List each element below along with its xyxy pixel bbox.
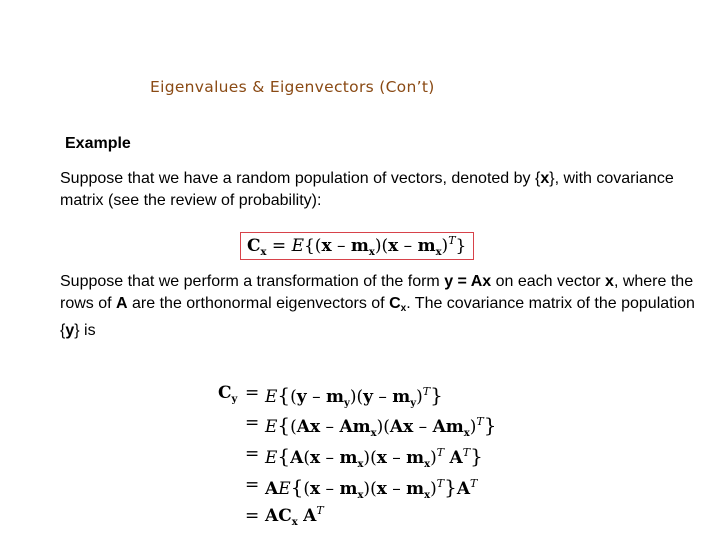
- paragraph-population: Suppose that we have a random population of vectors, denoted by {x}, with covariance matrix (see the review of probability):: [60, 170, 674, 209]
- derivation-rhs: $E\{A(x - m_x)(x - m_x)^T$ $A^T$}: [265, 444, 483, 470]
- covariance-definition-equation: $C_x = E\{(x - m_x)(x - m_x)^T\}$: [247, 234, 467, 258]
- example-heading: Example: [65, 135, 131, 152]
- paragraph-transformation: Suppose that we perform a transformation of the form y = Ax on each vector x, where the rows of A are the orthonormal eigenvectors of $C_x$. The covariance matrix of the population {y} is: [60, 273, 695, 339]
- derivation-rhs: $AE\{(x - m_x)(x - m_x)^T\}A^T$: [265, 475, 478, 501]
- derivation-rhs: $AC_x$ $A^T$: [265, 504, 324, 528]
- derivation-rhs: $E\{(Ax - Am_x)(Ax - Am_x)^T\}$: [265, 413, 497, 439]
- slide-title: Eigenvalues & Eigenvectors (Con’t): [150, 78, 435, 96]
- derivation-rhs: $E\{(y - m_y)(y - m_y)^T\}$: [265, 383, 443, 409]
- covariance-definition-box: [240, 232, 474, 260]
